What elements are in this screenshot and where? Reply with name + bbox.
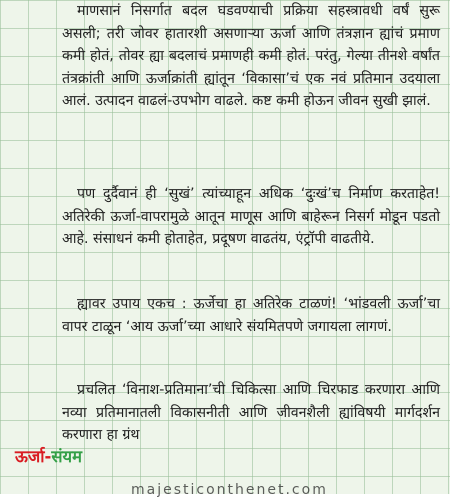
brand-part-energy: ऊर्जा <box>15 447 45 466</box>
blurb-text-2 <box>62 183 440 251</box>
blurb-text-3 <box>62 293 440 338</box>
paragraph-3: ह्यावर उपाय एकच : ऊर्जेचा हा अतिरेक टाळणं! ‘भांडवली ऊर्जा’चा वापर टाळून ‘आय ऊर्जा’च्या आधारे संयमितपणे जगायला लागणं. <box>62 296 440 335</box>
blurb-text-4 <box>62 379 440 447</box>
watermark-text: majesticonthenet.com <box>131 482 328 498</box>
paragraph-4: प्रचलित ‘विनाश-प्रतिमाना’ची चिकित्सा आणि चिरफाड करणारा आणि नव्या प्रतिमानातली विकासनीती आणि जीवनशैली ह्यांविषयी मार्गदर्शन करणारा हा ग्रंथ <box>62 382 440 443</box>
brand-separator: - <box>44 447 52 466</box>
blurb-text <box>62 0 440 113</box>
series-brand <box>15 446 82 468</box>
brand-part-restraint: संयम <box>51 447 82 466</box>
paragraph-2: पण दुर्दैवानं ही ‘सुखं’ त्यांच्याहून अधिक ‘दुःखं’च निर्माण करताहेत! अतिरेकी ऊर्जा-वापरामुळे आतून माणूस आणि बाहेरून निसर्ग मोडून पडतो आहे. संसाधनं कमी होताहेत, प्रदूषण वाढतंय, एंट्रॉपी वाढतीये. <box>62 186 440 247</box>
paragraph-1: माणसानं निसर्गात बदल घडवण्याची प्रक्रिया सहस्त्रावधी वर्षं सुरू असली; तरी जोवर हातारशी असणाऱ्या ऊर्जा आणि तंत्रज्ञान ह्यांचं प्रमाण कमी होतं, तोवर ह्या बदलाचं प्रमाणही कमी होतं. परंतु, गेल्या तीनशे वर्षांत तंत्रक्रांती आणि ऊर्जाक्रांती ह्यांतून ‘विकासा’चं एक नवं प्रतिमान उदयाला आलं. उत्पादन वाढलं-उपभोग वाढले. कष्ट कमी होऊन जीवन सुखी झालं. <box>62 3 440 109</box>
